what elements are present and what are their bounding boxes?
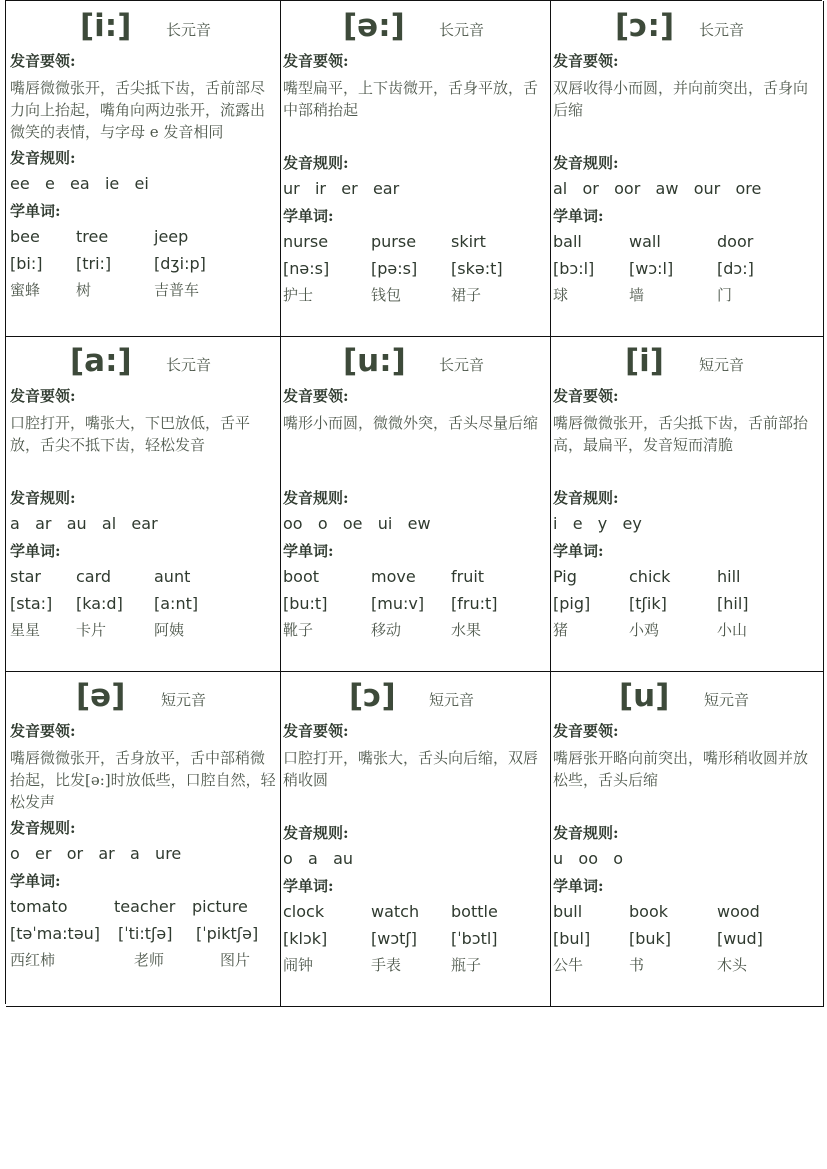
phonetic-symbol: [ɔ:] bbox=[615, 8, 675, 44]
spelling-rules: al or oor aw our ore bbox=[553, 179, 762, 198]
spelling-rules: ur ir er ear bbox=[283, 179, 400, 198]
vocab-word: bottle bbox=[451, 902, 498, 921]
phoneme-card bbox=[279, 336, 551, 672]
vocab-ipa-row bbox=[279, 593, 550, 615]
tips-heading: 发音要领: bbox=[10, 387, 76, 405]
vocab-ipa-row bbox=[549, 593, 823, 615]
vocab-ipa: [wud] bbox=[717, 929, 763, 948]
spelling-rules: i e y ey bbox=[553, 514, 642, 533]
vocab-ipa: [a:nt] bbox=[154, 594, 199, 613]
tips-heading: 发音要领: bbox=[553, 387, 619, 405]
phoneme-card bbox=[549, 1, 824, 337]
vocab-word: tree bbox=[76, 227, 109, 246]
vocab-ipa: [dɔ:] bbox=[717, 259, 754, 278]
vocab-meaning: 移动 bbox=[371, 621, 402, 639]
phonetic-symbol: [u:] bbox=[343, 343, 406, 379]
phoneme-card bbox=[549, 336, 824, 672]
phoneme-card bbox=[279, 671, 551, 1007]
rules-heading: 发音规则: bbox=[10, 149, 76, 167]
vocab-word: nurse bbox=[283, 232, 329, 251]
vocab-ipa: [ka:d] bbox=[76, 594, 123, 613]
vocab-word-row bbox=[279, 231, 550, 253]
vocab-word: star bbox=[10, 567, 41, 586]
pronunciation-tips: 口腔打开，嘴张大，下巴放低，舌平放，舌尖不抵下齿，轻松发音 bbox=[10, 414, 251, 454]
vocab-ipa: [dʒi:p] bbox=[154, 254, 206, 273]
vocab-meaning: 卡片 bbox=[76, 621, 107, 639]
vocab-ipa: [fru:t] bbox=[451, 594, 498, 613]
vocab-meaning: 护士 bbox=[283, 286, 314, 304]
vocab-word-row bbox=[6, 226, 280, 248]
vocab-meaning: 手表 bbox=[371, 956, 402, 974]
spelling-rules: u oo o bbox=[553, 849, 624, 868]
vocab-meaning: 吉普车 bbox=[154, 281, 200, 299]
spelling-rules: o er or ar a ure bbox=[10, 844, 182, 863]
vocab-meaning: 木头 bbox=[717, 956, 748, 974]
rules-heading: 发音规则: bbox=[553, 489, 619, 507]
vocab-meaning: 猪 bbox=[553, 621, 569, 639]
rules-heading: 发音规则: bbox=[553, 154, 619, 172]
phonetic-symbol: [i] bbox=[625, 343, 664, 379]
phonetic-symbol: [i:] bbox=[80, 8, 132, 44]
phoneme-card bbox=[279, 1, 551, 337]
words-heading: 学单词: bbox=[283, 877, 334, 895]
vocab-meaning-row bbox=[279, 284, 550, 306]
vocab-ipa-row bbox=[279, 258, 550, 280]
vocab-meaning-row bbox=[6, 619, 280, 641]
vocab-word: wood bbox=[717, 902, 760, 921]
words-heading: 学单词: bbox=[10, 542, 61, 560]
vocab-ipa: [bɔ:l] bbox=[553, 259, 595, 278]
vocab-word: picture bbox=[192, 897, 248, 916]
vocab-word-row bbox=[6, 566, 280, 588]
vocab-word: purse bbox=[371, 232, 417, 251]
vocab-word-row bbox=[549, 231, 823, 253]
phonetics-card-grid bbox=[5, 0, 822, 1004]
vowel-length-label: 短元音 bbox=[699, 356, 745, 374]
vocab-meaning-row bbox=[549, 619, 823, 641]
vocab-ipa: [tri:] bbox=[76, 254, 112, 273]
vocab-word: ball bbox=[553, 232, 582, 251]
card-header bbox=[6, 677, 280, 713]
phonetic-symbol: [a:] bbox=[70, 343, 132, 379]
card-header bbox=[6, 7, 280, 43]
vocab-meaning: 蜜蜂 bbox=[10, 281, 41, 299]
vocab-meaning: 水果 bbox=[451, 621, 482, 639]
words-heading: 学单词: bbox=[553, 542, 604, 560]
vocab-word: bull bbox=[553, 902, 583, 921]
vocab-ipa: [buk] bbox=[629, 929, 672, 948]
vocab-word-row bbox=[549, 901, 823, 923]
vocab-meaning: 老师 bbox=[134, 951, 165, 969]
vocab-word: bee bbox=[10, 227, 40, 246]
vocab-meaning: 瓶子 bbox=[451, 956, 482, 974]
pronunciation-tips: 双唇收得小而圆，并向前突出，舌身向后缩 bbox=[553, 79, 809, 119]
vocab-word-row bbox=[6, 896, 280, 918]
vocab-meaning: 小鸡 bbox=[629, 621, 660, 639]
card-header bbox=[549, 7, 823, 43]
pronunciation-tips: 嘴唇张开略向前突出，嘴形稍收圆并放松些，舌头后缩 bbox=[553, 749, 809, 789]
vocab-word-row bbox=[279, 566, 550, 588]
phonetic-symbol: [ə] bbox=[76, 678, 126, 714]
vocab-word: clock bbox=[283, 902, 325, 921]
vocab-word: book bbox=[629, 902, 668, 921]
card-header bbox=[549, 342, 823, 378]
vocab-ipa: [ˈpiktʃə] bbox=[196, 924, 259, 943]
tips-heading: 发音要领: bbox=[283, 722, 349, 740]
vowel-length-label: 短元音 bbox=[704, 691, 750, 709]
rules-heading: 发音规则: bbox=[283, 154, 349, 172]
tips-heading: 发音要领: bbox=[10, 52, 76, 70]
card-header bbox=[279, 342, 550, 378]
phoneme-card bbox=[6, 336, 281, 672]
pronunciation-tips: 嘴型扁平，上下齿微开，舌身平放，舌中部稍抬起 bbox=[283, 79, 539, 119]
vocab-meaning: 门 bbox=[717, 286, 733, 304]
vocab-ipa-row bbox=[6, 593, 280, 615]
pronunciation-tips: 嘴唇微微张开，舌尖抵下齿，舌前部尽力向上抬起，嘴角向两边张开，流露出微笑的表情，与字母 e 发音相同 bbox=[10, 79, 266, 141]
card-header bbox=[279, 7, 550, 43]
vocab-word-row bbox=[549, 566, 823, 588]
vocab-ipa: [pig] bbox=[553, 594, 591, 613]
vocab-word: skirt bbox=[451, 232, 486, 251]
phoneme-card bbox=[6, 1, 281, 337]
phoneme-card bbox=[549, 671, 824, 1007]
words-heading: 学单词: bbox=[283, 207, 334, 225]
vocab-ipa: [nə:s] bbox=[283, 259, 330, 278]
vocab-word: move bbox=[371, 567, 416, 586]
vocab-meaning-row bbox=[6, 949, 280, 971]
vocab-meaning: 公牛 bbox=[553, 956, 584, 974]
vocab-ipa-row bbox=[6, 923, 280, 945]
vocab-word: door bbox=[717, 232, 754, 251]
vocab-ipa-row bbox=[549, 928, 823, 950]
vocab-meaning-row bbox=[6, 279, 280, 301]
vocab-meaning: 图片 bbox=[220, 951, 251, 969]
vocab-ipa: [tʃik] bbox=[629, 594, 667, 613]
vowel-length-label: 长元音 bbox=[166, 356, 212, 374]
vocab-word: tomato bbox=[10, 897, 68, 916]
words-heading: 学单词: bbox=[553, 207, 604, 225]
words-heading: 学单词: bbox=[283, 542, 334, 560]
vocab-word: teacher bbox=[114, 897, 176, 916]
pronunciation-tips: 嘴唇微微张开，舌尖抵下齿，舌前部抬高，最扁平，发音短而清脆 bbox=[553, 414, 809, 454]
words-heading: 学单词: bbox=[553, 877, 604, 895]
vocab-ipa: [bu:t] bbox=[283, 594, 328, 613]
phonetic-symbol: [ɔ] bbox=[349, 678, 396, 714]
rules-heading: 发音规则: bbox=[283, 489, 349, 507]
pronunciation-tips: 嘴形小而圆，微微外突，舌头尽量后缩 bbox=[283, 414, 539, 432]
vocab-ipa: [təˈma:təu] bbox=[10, 924, 101, 943]
vocab-meaning-row bbox=[279, 619, 550, 641]
vocab-ipa: [wɔtʃ] bbox=[371, 929, 418, 948]
rules-heading: 发音规则: bbox=[10, 489, 76, 507]
vocab-word: jeep bbox=[154, 227, 189, 246]
vocab-meaning: 闹钟 bbox=[283, 956, 314, 974]
vowel-length-label: 长元音 bbox=[439, 21, 485, 39]
card-header bbox=[549, 677, 823, 713]
tips-heading: 发音要领: bbox=[283, 387, 349, 405]
spelling-rules: o a au bbox=[283, 849, 354, 868]
vowel-length-label: 短元音 bbox=[161, 691, 207, 709]
vocab-word: card bbox=[76, 567, 112, 586]
vocab-meaning: 星星 bbox=[10, 621, 41, 639]
vocab-ipa: [sta:] bbox=[10, 594, 53, 613]
vocab-word: wall bbox=[629, 232, 661, 251]
vocab-ipa: [pə:s] bbox=[371, 259, 418, 278]
vocab-meaning: 墙 bbox=[629, 286, 645, 304]
tips-heading: 发音要领: bbox=[283, 52, 349, 70]
phoneme-card bbox=[6, 671, 281, 1007]
vocab-ipa-row bbox=[549, 258, 823, 280]
spelling-rules: ee e ea ie ei bbox=[10, 174, 149, 193]
tips-heading: 发音要领: bbox=[553, 52, 619, 70]
vocab-word: Pig bbox=[553, 567, 577, 586]
vocab-ipa: [bul] bbox=[553, 929, 591, 948]
card-header bbox=[6, 342, 280, 378]
vocab-meaning-row bbox=[549, 284, 823, 306]
vocab-word: watch bbox=[371, 902, 420, 921]
vocab-meaning: 书 bbox=[629, 956, 645, 974]
vowel-length-label: 短元音 bbox=[429, 691, 475, 709]
vocab-meaning-row bbox=[549, 954, 823, 976]
vocab-word-row bbox=[279, 901, 550, 923]
vocab-word: fruit bbox=[451, 567, 485, 586]
vocab-ipa-row bbox=[279, 928, 550, 950]
phonetic-symbol: [ə:] bbox=[343, 8, 405, 44]
pronunciation-tips: 口腔打开，嘴张大，舌头向后缩，双唇稍收圆 bbox=[283, 749, 539, 789]
vocab-ipa: [ˈti:tʃə] bbox=[118, 924, 173, 943]
vocab-ipa: [mu:v] bbox=[371, 594, 425, 613]
vocab-meaning: 钱包 bbox=[371, 286, 402, 304]
words-heading: 学单词: bbox=[10, 872, 61, 890]
vocab-ipa-row bbox=[6, 253, 280, 275]
rules-heading: 发音规则: bbox=[10, 819, 76, 837]
vowel-length-label: 长元音 bbox=[439, 356, 485, 374]
rules-heading: 发音规则: bbox=[283, 824, 349, 842]
spelling-rules: a ar au al ear bbox=[10, 514, 158, 533]
vocab-ipa: [wɔ:l] bbox=[629, 259, 674, 278]
vocab-meaning: 靴子 bbox=[283, 621, 314, 639]
phonetic-symbol: [u] bbox=[619, 678, 670, 714]
vocab-meaning: 西红柿 bbox=[10, 951, 56, 969]
vocab-ipa: [skə:t] bbox=[451, 259, 503, 278]
tips-heading: 发音要领: bbox=[553, 722, 619, 740]
vocab-ipa: [hil] bbox=[717, 594, 749, 613]
rules-heading: 发音规则: bbox=[553, 824, 619, 842]
vocab-ipa: [klɔk] bbox=[283, 929, 328, 948]
vocab-ipa: [bi:] bbox=[10, 254, 43, 273]
spelling-rules: oo o oe ui ew bbox=[283, 514, 431, 533]
vocab-ipa: [ˈbɔtl] bbox=[451, 929, 498, 948]
vocab-meaning: 球 bbox=[553, 286, 569, 304]
vocab-meaning: 树 bbox=[76, 281, 92, 299]
tips-heading: 发音要领: bbox=[10, 722, 76, 740]
vowel-length-label: 长元音 bbox=[699, 21, 745, 39]
vowel-length-label: 长元音 bbox=[166, 21, 212, 39]
vocab-meaning-row bbox=[279, 954, 550, 976]
vocab-word: boot bbox=[283, 567, 320, 586]
words-heading: 学单词: bbox=[10, 202, 61, 220]
vocab-meaning: 小山 bbox=[717, 621, 748, 639]
pronunciation-tips: 嘴唇微微张开，舌身放平，舌中部稍微抬起，比发[ə:]时放低些，口腔自然，轻松发声 bbox=[10, 749, 276, 811]
vocab-meaning: 阿姨 bbox=[154, 621, 185, 639]
vocab-meaning: 裙子 bbox=[451, 286, 482, 304]
vocab-word: hill bbox=[717, 567, 741, 586]
vocab-word: chick bbox=[629, 567, 671, 586]
vocab-word: aunt bbox=[154, 567, 191, 586]
card-header bbox=[279, 677, 550, 713]
